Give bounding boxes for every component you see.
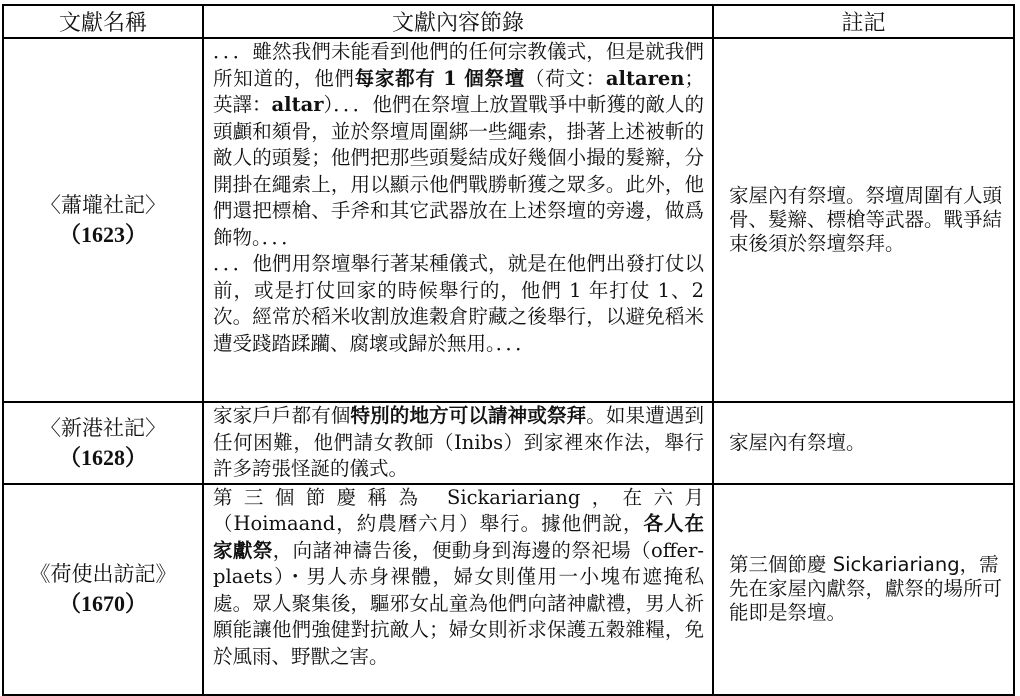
excerpt-text: ）．．．他們在祭壇上放置戰爭中斬獲的敵人的頭顱和頦骨，並於祭壇周圍綁一些繩索，掛著上述被斬的敵人的頭髮；他們把那些頭髮結成好幾個小撮的髮辮，分開掛在繩索上，用以顯示他們戰勝斬獲之眾多。此外，他們還把標槍、手斧和其它武器放在上述祭壇的旁邊，做爲飾物。．．． xyxy=(213,93,704,249)
excerpt-text: 家家戶戶都有個 xyxy=(213,404,351,427)
table-row xyxy=(3,38,1014,402)
note-cell: 家屋內有祭壇。 xyxy=(713,402,1014,484)
excerpt-paragraph: ．．．他們用祭壇舉行著某種儀式，就是在他們出發打仗以前，或是打仗回家的時候舉行的，他們 1 年打仗 1、2 次。經常於稻米收割放進穀倉貯藏之後舉行，以避免稻米遭受踐踏蹂躪、腐壞或歸於無用。．．． xyxy=(213,252,704,355)
document-name-cell xyxy=(3,38,203,402)
literature-table xyxy=(2,4,1015,696)
excerpt-emphasis: 特別的地方可以請神或祭拜 xyxy=(350,404,587,427)
excerpt-text: 第三個節慶稱為 Sickariariang，在六月（Hoimaand，約農曆六月）舉行。據他們說， xyxy=(213,485,704,535)
excerpt-paragraph xyxy=(213,403,704,483)
note-cell: 家屋內有祭壇。祭壇周圍有人頭骨、髮辮、標槍等武器。戰爭結束後須於祭壇祭拜。 xyxy=(713,38,1014,402)
excerpt-text: ．．．雖然我們未能看到他們的任何宗教儀式，但是就我們所知道的，他們 xyxy=(213,40,704,90)
document-title: 〈蕭壠社記〉 xyxy=(40,193,166,217)
excerpt-paragraph xyxy=(213,39,704,251)
header-excerpt: 文獻內容節錄 xyxy=(203,5,713,38)
excerpt-text: ，向諸神禱告後，便動身到海邊的祭祀場（offer-plaets）・男人赤身裸體，婦女則僅用一小塊布遮掩私處。眾人聚集後，驅邪女乩童為他們向諸神獻禮，男人祈願能讓他們強健對抗敵人；婦女則祈求保護五穀雜糧，免於風雨、野獸之害。 xyxy=(213,538,704,668)
excerpt-emphasis: 每家都有 1 個祭壇 xyxy=(354,66,525,90)
header-row xyxy=(3,5,1014,38)
document-year: （1628） xyxy=(58,444,147,470)
header-document-name: 文獻名稱 xyxy=(3,5,203,38)
document-year: （1670） xyxy=(58,591,147,616)
excerpt-cell xyxy=(203,38,713,402)
table-row xyxy=(3,484,1014,695)
excerpt-emphasis: 各人在家獻祭 xyxy=(213,512,704,562)
header-note: 註記 xyxy=(713,5,1014,38)
document-title: 〈新港社記〉 xyxy=(40,415,166,440)
excerpt-paragraph xyxy=(213,485,704,671)
document-name-cell xyxy=(3,402,203,484)
document-title: 《荷使出訪記》 xyxy=(29,562,177,586)
excerpt-text: 。如果遭遇到任何困難，他們請女教師（Inibs）到家裡來作法，舉行許多誇張怪誕的儀式。 xyxy=(213,404,704,480)
table-row xyxy=(3,402,1014,484)
document-name-cell xyxy=(3,484,203,695)
note-cell: 第三個節慶 Sickariariang，需先在家屋內獻祭，獻祭的場所可能即是祭壇。 xyxy=(713,484,1014,695)
excerpt-term: altar xyxy=(271,93,324,116)
excerpt-cell xyxy=(203,402,713,484)
excerpt-text: ；英譯： xyxy=(213,66,704,116)
excerpt-text: （荷文： xyxy=(524,66,606,90)
document-year: （1623） xyxy=(58,222,147,247)
excerpt-cell xyxy=(203,484,713,695)
excerpt-term: altaren xyxy=(605,66,685,90)
